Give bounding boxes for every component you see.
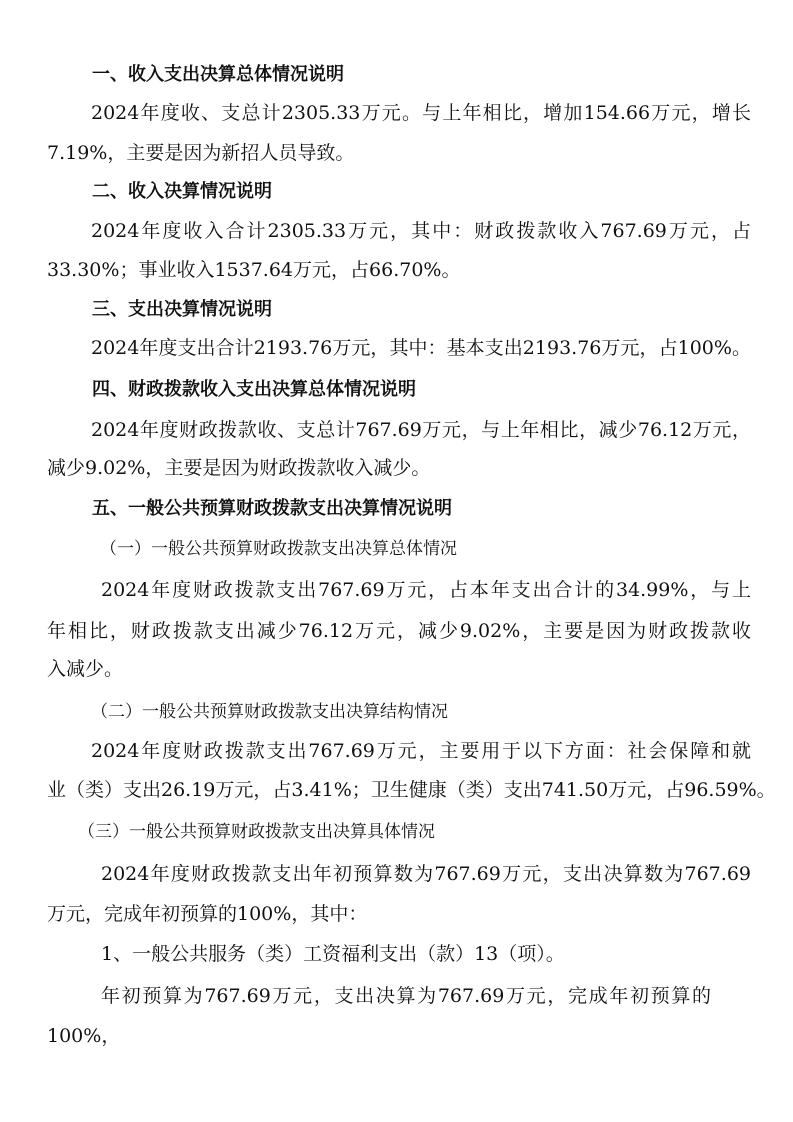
- paragraph-line: 入减少。: [47, 658, 124, 680]
- section-heading-4: 四、财政拨款收入支出决算总体情况说明: [92, 379, 416, 400]
- paragraph-line: 2024年度支出合计2193.76万元，其中：基本支出2193.76万元，占100%。: [91, 337, 751, 359]
- paragraph-line: 业（类）支出26.19万元，占3.41%；卫生健康（类）支出741.50万元，占96.59%。: [47, 779, 776, 801]
- subsection-heading-2: （二）一般公共预算财政拨款支出决算结构情况: [91, 702, 448, 722]
- paragraph-line: 年相比，财政拨款支出减少76.12万元，减少9.02%，主要是因为财政拨款收: [47, 620, 751, 642]
- subsection-heading-3: （三）一般公共预算财政拨款支出决算具体情况: [78, 822, 435, 842]
- paragraph-line: 年初预算为767.69万元，支出决算为767.69万元，完成年初预算的: [101, 985, 711, 1007]
- subsection-heading-1: （一）一般公共预算财政拨款支出决算总体情况: [100, 539, 457, 559]
- paragraph-line: 2024年度财政拨款支出767.69万元，占本年支出合计的34.99%，与上: [101, 579, 751, 601]
- paragraph-line: 33.30%；事业收入1537.64万元，占66.70%。: [47, 259, 461, 281]
- paragraph-line: 万元，完成年初预算的100%，其中：: [47, 903, 368, 925]
- section-heading-1: 一、收入支出决算总体情况说明: [92, 64, 344, 85]
- paragraph-line: 7.19%，主要是因为新招人员导致。: [47, 142, 355, 164]
- paragraph-line: 2024年度收入合计2305.33万元，其中：财政拨款收入767.69万元，占: [91, 220, 751, 242]
- section-heading-3: 三、支出决算情况说明: [92, 299, 272, 320]
- paragraph-line: 2024年度财政拨款支出年初预算数为767.69万元，支出决算数为767.69: [101, 863, 751, 885]
- section-heading-5: 五、一般公共预算财政拨款支出决算情况说明: [92, 498, 452, 519]
- paragraph-line: 2024年度财政拨款支出767.69万元，主要用于以下方面：社会保障和就: [91, 740, 751, 762]
- paragraph-line: 1、一般公共服务（类）工资福利支出（款）13（项）。: [101, 943, 565, 965]
- paragraph-line: 2024年度财政拨款收、支总计767.69万元，与上年相比，减少76.12万元，: [91, 419, 751, 441]
- paragraph-line: 100%，: [47, 1025, 121, 1047]
- section-heading-2: 二、收入决算情况说明: [92, 181, 272, 202]
- paragraph-line: 2024年度收、支总计2305.33万元。与上年相比，增加154.66万元，增长: [91, 102, 751, 124]
- paragraph-line: 减少9.02%，主要是因为财政拨款收入减少。: [47, 457, 431, 479]
